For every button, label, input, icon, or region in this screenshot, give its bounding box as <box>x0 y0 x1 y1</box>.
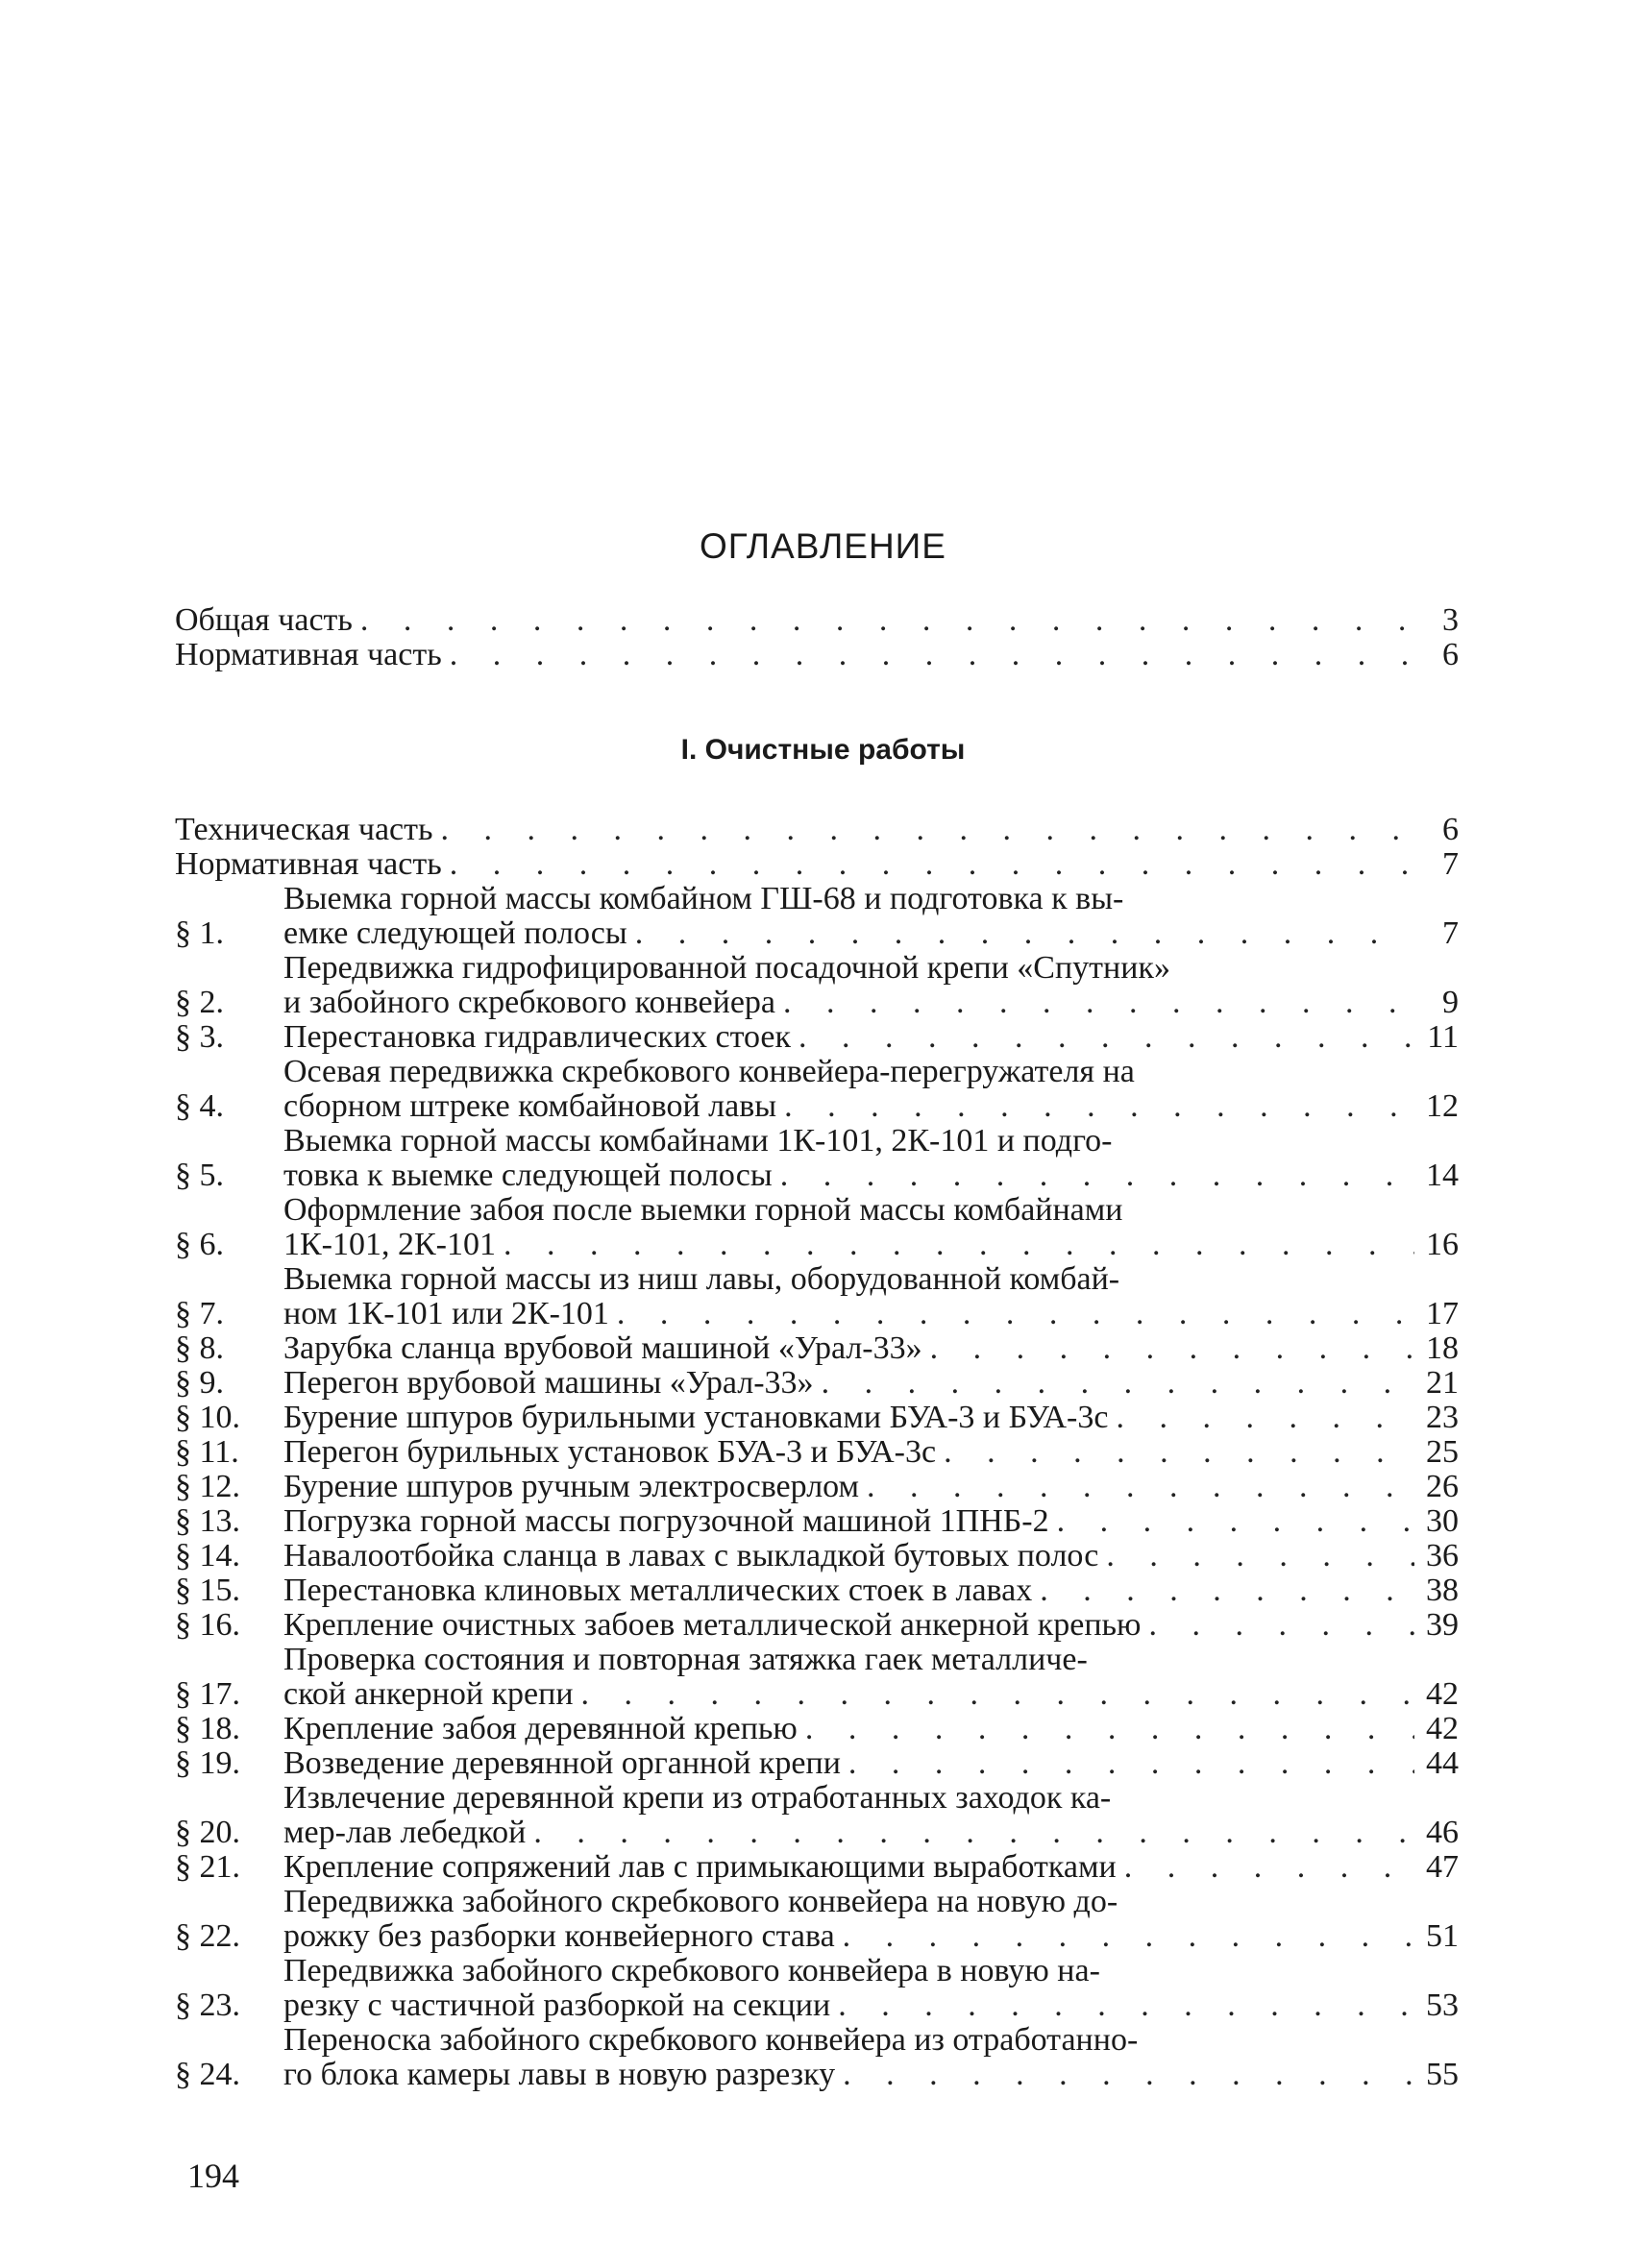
toc-entry-number: § 5. <box>175 1158 224 1193</box>
toc-entry <box>175 1331 1459 1366</box>
toc-entry-page: 7 <box>1442 915 1459 951</box>
toc-entry-page: 21 <box>1426 1365 1459 1401</box>
toc-intro-list <box>175 603 1459 672</box>
toc-entry-title: ном 1К-101 или 2К-101 <box>283 1296 609 1331</box>
toc-entry <box>175 1262 1459 1331</box>
toc-entry-page: 46 <box>1426 1815 1459 1850</box>
toc-entry-last-line <box>175 603 1414 638</box>
toc-entry-title: Техническая часть <box>175 812 433 847</box>
toc-entry-page: 47 <box>1426 1849 1459 1885</box>
dot-leader <box>496 1228 1414 1262</box>
toc-entry-text <box>283 1470 1414 1504</box>
toc-entry-page: 7 <box>1442 846 1459 882</box>
toc-entry-page: 23 <box>1426 1400 1459 1435</box>
toc-entry-title-start: Передвижка забойного скребкового конвейера на новую до- <box>283 1884 1118 1919</box>
toc-entry-number: § 22. <box>175 1918 240 1954</box>
toc-entry <box>175 1850 1459 1885</box>
toc-entry <box>175 1020 1459 1055</box>
toc-entry-number: § 1. <box>175 915 224 951</box>
toc-entry-page: 42 <box>1426 1676 1459 1712</box>
toc-entry-page: 39 <box>1426 1607 1459 1643</box>
toc-entry-title-start: Выемка горной массы из ниш лавы, оборудованной комбай- <box>283 1261 1120 1297</box>
toc-entry-last-line <box>283 986 1414 1020</box>
toc-entry-title-start: Передвижка забойного скребкового конвейера в новую на- <box>283 1953 1100 1988</box>
toc-entry-title-start: Передвижка гидрофицированной посадочной крепи «Спутник» <box>283 950 1170 986</box>
toc-entry-number: § 15. <box>175 1573 240 1608</box>
toc-entry <box>175 1885 1459 1954</box>
toc-entry-title: Бурение шпуров бурильными установками БУА-3 и БУА-3с <box>283 1400 1109 1435</box>
toc-entry-title: Крепление забоя деревянной крепью <box>283 1711 798 1746</box>
toc-entry-text <box>283 1954 1414 2023</box>
toc-entry-page: 25 <box>1426 1434 1459 1470</box>
toc-entry <box>175 1573 1459 1608</box>
toc-entry-last-line <box>283 1573 1414 1608</box>
toc-entry-number: § 12. <box>175 1469 240 1504</box>
toc-entry-number: § 21. <box>175 1849 240 1885</box>
toc-entry-page: 44 <box>1426 1745 1459 1781</box>
toc-entry-title: Возведение деревянной органной крепи <box>283 1745 841 1781</box>
toc-entry-title: сборном штреке комбайновой лавы <box>283 1088 777 1124</box>
toc-entry <box>175 1643 1459 1712</box>
toc-entry-page: 9 <box>1442 985 1459 1020</box>
toc-entry-last-line <box>283 1850 1414 1885</box>
toc-entry-last-line <box>283 1435 1414 1470</box>
toc-entry <box>175 1608 1459 1643</box>
toc-entry-number: § 20. <box>175 1815 240 1850</box>
toc-entry-number: § 9. <box>175 1365 224 1401</box>
toc-entry <box>175 1124 1459 1193</box>
toc-entry-last-line <box>283 1816 1414 1850</box>
toc-entry-number: § 13. <box>175 1503 240 1539</box>
toc-entry <box>175 1470 1459 1504</box>
toc-entry-title: Крепление очистных забоев металлической анкерной крепью <box>283 1607 1142 1643</box>
toc-entry-title: го блока камеры лавы в новую разрезку <box>283 2057 836 2092</box>
dot-leader <box>353 603 1414 638</box>
toc-entry-title-start: Оформление забоя после выемки горной массы комбайнами <box>283 1192 1123 1228</box>
toc-entry-text <box>283 1573 1414 1608</box>
toc-entry-last-line <box>283 1089 1414 1124</box>
dot-leader <box>1098 1539 1414 1573</box>
toc-entry-title-start: Проверка состояния и повторная затяжка гаек металличе- <box>283 1642 1088 1677</box>
toc-entry-text <box>283 1885 1414 1954</box>
toc-entry-page: 18 <box>1426 1330 1459 1366</box>
toc-entry-title: ской анкерной крепи <box>283 1676 574 1712</box>
toc-entry-text <box>283 1746 1414 1781</box>
toc-entry <box>175 1401 1459 1435</box>
dot-leader <box>1117 1850 1414 1885</box>
dot-leader <box>526 1816 1414 1850</box>
dot-leader <box>1032 1573 1414 1608</box>
toc-entry-page: 36 <box>1426 1538 1459 1573</box>
toc-entry-text <box>283 1608 1414 1643</box>
toc-entry-page: 55 <box>1426 2057 1459 2092</box>
dot-leader <box>442 638 1414 672</box>
toc-entry-last-line <box>283 1401 1414 1435</box>
toc-entry-page: 53 <box>1426 1988 1459 2023</box>
toc-entry-last-line <box>283 1608 1414 1643</box>
toc-entry <box>175 638 1459 672</box>
dot-leader <box>773 1158 1414 1193</box>
toc-entry-title: Бурение шпуров ручным электросверлом <box>283 1469 860 1504</box>
section-heading: I. Очистные работы <box>680 734 966 766</box>
toc-entry-title: Перестановка клиновых металлических стоек в лавах <box>283 1573 1033 1608</box>
toc-entry-text <box>175 603 1414 638</box>
dot-leader <box>1108 1401 1414 1435</box>
toc-entry-number: § 11. <box>175 1434 239 1470</box>
toc-entry-page: 42 <box>1426 1711 1459 1746</box>
dot-leader <box>776 1089 1414 1124</box>
toc-entry-text <box>283 1435 1414 1470</box>
toc-entry-text <box>283 1331 1414 1366</box>
toc-entry-text <box>283 1712 1414 1746</box>
toc-entry-number: § 6. <box>175 1227 224 1262</box>
toc-entry-last-line <box>283 1331 1414 1366</box>
toc-entry-title-start: Переноска забойного скребкового конвейера из отработанно- <box>283 2022 1139 2058</box>
toc-entry-text <box>175 813 1414 847</box>
toc-entry-number: § 10. <box>175 1400 240 1435</box>
toc-entry <box>175 603 1459 638</box>
dot-leader <box>835 1919 1414 1954</box>
toc-entry-page: 38 <box>1426 1573 1459 1608</box>
toc-entry-title-start: Извлечение деревянной крепи из отработанных заходок ка- <box>283 1780 1112 1816</box>
dot-leader <box>841 1746 1414 1781</box>
toc-entry-number: § 23. <box>175 1988 240 2023</box>
toc-entry <box>175 1781 1459 1850</box>
toc-entry-page: 6 <box>1442 812 1459 847</box>
toc-entry-text <box>283 882 1414 951</box>
page-number: 194 <box>187 2157 239 2195</box>
toc-entry-title: Навалоотбойка сланца в лавах с выкладкой бутовых полос <box>283 1538 1099 1573</box>
dot-leader <box>830 1988 1414 2023</box>
toc-entry-text <box>283 1643 1414 1712</box>
toc-entry <box>175 1954 1459 2023</box>
toc-entry-number: § 19. <box>175 1745 240 1781</box>
toc-entry-title: Перегон врубовой машины «Урал-33» <box>283 1365 814 1401</box>
toc-entry-title-start: Осевая передвижка скребкового конвейера-перегружателя на <box>283 1054 1135 1089</box>
dot-leader <box>936 1435 1414 1470</box>
toc-entry-last-line <box>283 1020 1414 1055</box>
toc-entry <box>175 2023 1459 2092</box>
toc-entry-text <box>283 1401 1414 1435</box>
toc-entry-title: и забойного скребкового конвейера <box>283 985 776 1020</box>
toc-entry-last-line <box>283 1746 1414 1781</box>
toc-entry-text <box>283 951 1414 1020</box>
toc-entry-last-line <box>283 916 1414 951</box>
toc-entry-number: § 17. <box>175 1676 240 1712</box>
dot-leader <box>835 2058 1414 2092</box>
toc-entry-title: резку с частичной разборкой на секции <box>283 1988 831 2023</box>
toc-entry-last-line <box>283 1297 1414 1331</box>
toc-entry <box>175 1366 1459 1401</box>
dot-leader <box>859 1470 1414 1504</box>
toc-entry-text <box>283 1193 1414 1262</box>
dot-leader <box>775 986 1414 1020</box>
dot-leader <box>791 1020 1414 1055</box>
toc-entry-number: § 24. <box>175 2057 240 2092</box>
toc-entry <box>175 1539 1459 1573</box>
toc-entry-page: 6 <box>1442 637 1459 672</box>
toc-entry-page: 11 <box>1427 1019 1459 1055</box>
toc-entry-title: Перестановка гидравлических стоек <box>283 1019 792 1055</box>
toc-entry-number: § 14. <box>175 1538 240 1573</box>
page-title: ОГЛАВЛЕНИЕ <box>700 526 946 566</box>
toc-entry-text <box>283 1262 1414 1331</box>
dot-leader <box>433 813 1414 847</box>
toc-entry <box>175 847 1459 882</box>
toc-entry-title: Крепление сопряжений лав с примыкающими выработками <box>283 1849 1117 1885</box>
toc-entry-title-start: Выемка горной массы комбайном ГШ-68 и подготовка к вы- <box>283 881 1124 916</box>
toc-entry <box>175 1193 1459 1262</box>
toc-entry-title: Погрузка горной массы погрузочной машиной 1ПНБ-2 <box>283 1503 1049 1539</box>
toc-entry-last-line <box>283 1712 1414 1746</box>
toc-entry-title: Перегон бурильных установок БУА-3 и БУА-3с <box>283 1434 937 1470</box>
toc-entry-title: рожку без разборки конвейерного става <box>283 1918 835 1954</box>
toc-entry-text <box>283 1124 1414 1193</box>
toc-entry-last-line <box>175 813 1414 847</box>
toc-entry-title: Зарубка сланца врубовой машиной «Урал-33» <box>283 1330 922 1366</box>
toc-entry <box>175 882 1459 951</box>
dot-leader <box>814 1366 1414 1401</box>
toc-entry-last-line <box>283 1504 1414 1539</box>
toc-entry-last-line <box>175 638 1414 672</box>
toc-entry-text <box>283 2023 1414 2092</box>
toc-entry-number: § 3. <box>175 1019 224 1055</box>
dot-leader <box>1049 1504 1414 1539</box>
dot-leader <box>627 916 1414 951</box>
toc-entry-last-line <box>283 1158 1414 1193</box>
toc-entry-last-line <box>283 1988 1414 2023</box>
toc-entry <box>175 951 1459 1020</box>
toc-entry-number: § 16. <box>175 1607 240 1643</box>
toc-entry-last-line <box>283 1919 1414 1954</box>
toc-entry-last-line <box>283 1228 1414 1262</box>
toc-entry-number: § 2. <box>175 985 224 1020</box>
toc-entry-page: 3 <box>1442 602 1459 638</box>
toc-entry-title: Общая часть <box>175 602 353 638</box>
toc-entry-title: емке следующей полосы <box>283 915 627 951</box>
toc-entry-page: 14 <box>1426 1158 1459 1193</box>
dot-leader <box>442 847 1414 882</box>
toc-entry <box>175 1712 1459 1746</box>
toc-entry-text <box>283 1020 1414 1055</box>
dot-leader <box>922 1331 1414 1366</box>
toc-entry-text <box>283 1366 1414 1401</box>
toc-entry-page: 30 <box>1426 1503 1459 1539</box>
toc-entry-title-start: Выемка горной массы комбайнами 1К-101, 2К-101 и подго- <box>283 1123 1113 1158</box>
toc-entry-last-line <box>283 2058 1414 2092</box>
toc-entry-last-line <box>283 1470 1414 1504</box>
toc-entry-number: § 8. <box>175 1330 224 1366</box>
dot-leader <box>798 1712 1414 1746</box>
toc-entry-page: 16 <box>1426 1227 1459 1262</box>
toc-entry-text <box>283 1539 1414 1573</box>
dot-leader <box>609 1297 1414 1331</box>
toc-entry-last-line <box>283 1366 1414 1401</box>
toc-entry-text <box>283 1850 1414 1885</box>
toc-entry <box>175 813 1459 847</box>
toc-entry-text <box>283 1055 1414 1124</box>
toc-entry-last-line <box>283 1539 1414 1573</box>
toc-entry-page: 17 <box>1426 1296 1459 1331</box>
toc-entry-title: товка к выемке следующей полосы <box>283 1158 773 1193</box>
toc-entry <box>175 1055 1459 1124</box>
dot-leader <box>574 1677 1414 1712</box>
toc-entry <box>175 1504 1459 1539</box>
toc-entry-title: Нормативная часть <box>175 846 442 882</box>
toc-entry-text <box>175 847 1414 882</box>
toc-entry-last-line <box>283 1677 1414 1712</box>
toc-entry-number: § 18. <box>175 1711 240 1746</box>
toc-section-list <box>175 813 1459 2092</box>
toc-entry-title: Нормативная часть <box>175 637 442 672</box>
toc-entry-title: 1К-101, 2К-101 <box>283 1227 496 1262</box>
toc-entry-page: 12 <box>1426 1088 1459 1124</box>
toc-entry <box>175 1435 1459 1470</box>
toc-entry-text <box>283 1781 1414 1850</box>
toc-entry-title: мер-лав лебедкой <box>283 1815 527 1850</box>
toc-entry-text <box>175 638 1414 672</box>
toc-entry-page: 26 <box>1426 1469 1459 1504</box>
toc-entry-number: § 4. <box>175 1088 224 1124</box>
toc-entry-number: § 7. <box>175 1296 224 1331</box>
toc-entry-text <box>283 1504 1414 1539</box>
toc-entry-last-line <box>175 847 1414 882</box>
dot-leader <box>1141 1608 1414 1643</box>
toc-entry <box>175 1746 1459 1781</box>
toc-entry-page: 51 <box>1426 1918 1459 1954</box>
